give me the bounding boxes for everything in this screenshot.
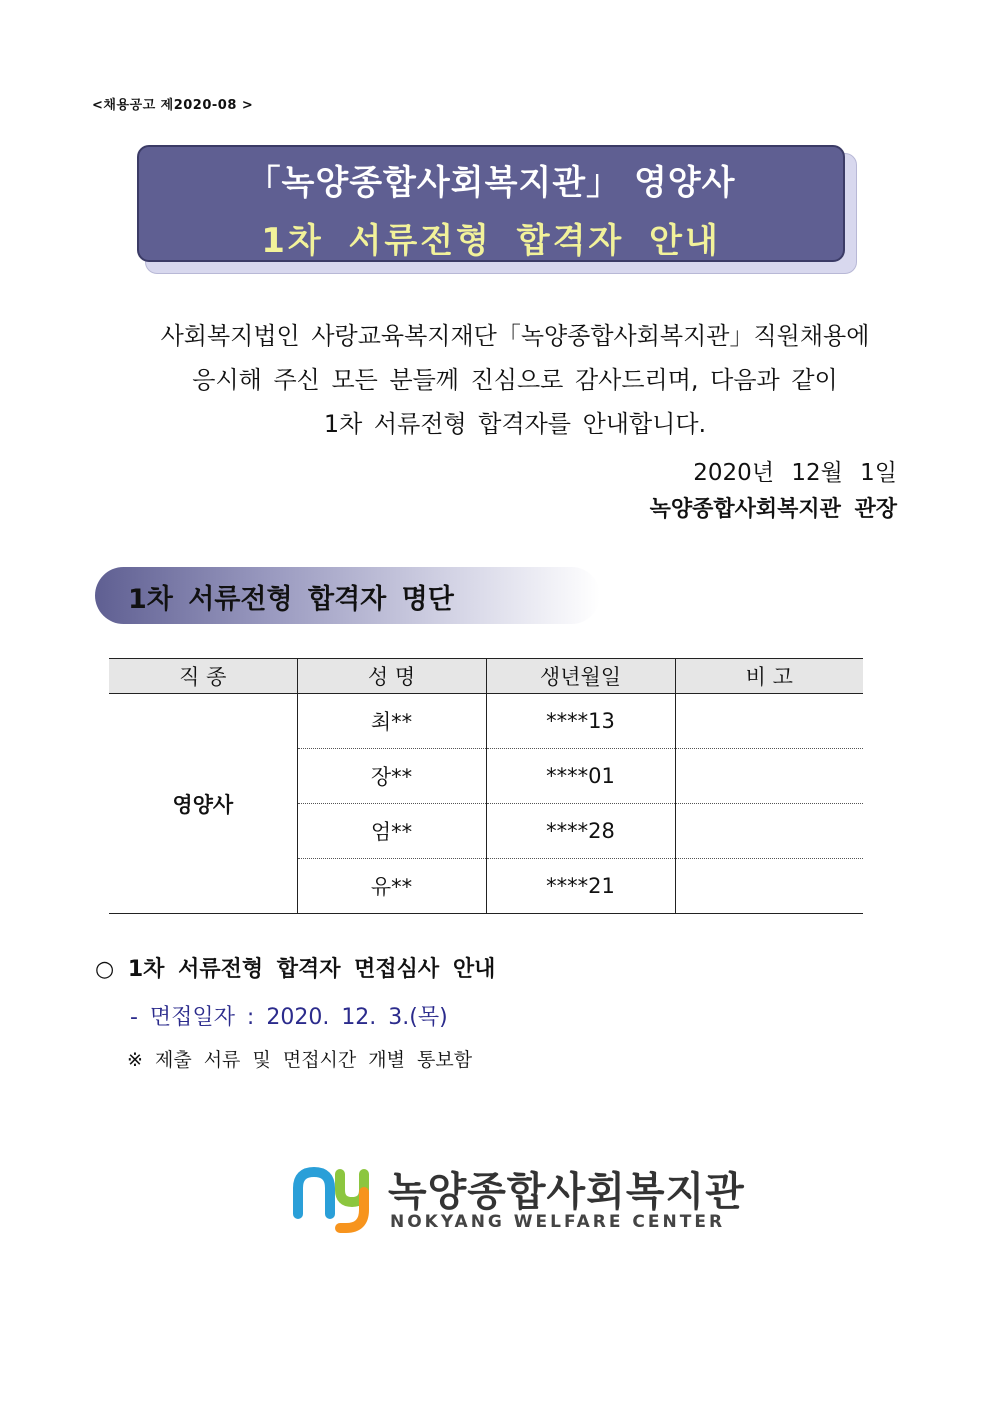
logo: [290, 1158, 745, 1238]
name-cell: 최**: [297, 694, 486, 749]
intro-line-3: 1차 서류전형 합격자를 안내합니다.: [323, 410, 707, 438]
note-cell: [675, 804, 863, 859]
logo-name: 녹양종합사회복지관: [388, 1169, 745, 1215]
birth-cell: ****01: [486, 749, 675, 804]
interview-title: ○ 1차 서류전형 합격자 면접심사 안내: [95, 957, 496, 982]
note-cell: [675, 859, 863, 914]
table-header-row: [109, 659, 863, 694]
logo-english: NOKYANG WELFARE CENTER: [390, 1212, 726, 1232]
name-cell: 유**: [297, 859, 486, 914]
section-header: [95, 567, 600, 624]
header-birth: 생년월일: [486, 659, 675, 694]
announcement-date: 2020년 12월 1일: [693, 460, 897, 486]
note-cell: [675, 749, 863, 804]
header-job: 직 종: [109, 659, 297, 694]
birth-cell: ****21: [486, 859, 675, 914]
notice-number: <채용공고 제2020-08 >: [92, 98, 254, 113]
table-row: [109, 694, 863, 749]
signer: 녹양종합사회복지관 관장: [649, 497, 897, 522]
intro-line-1: 사회복지법인 사랑교육복지재단「녹양종합사회복지관」직원채용에: [160, 322, 870, 350]
header-note: 비 고: [675, 659, 863, 694]
section-title: 1차 서류전형 합격자 명단: [128, 584, 454, 615]
name-cell: 엄**: [297, 804, 486, 859]
logo-mark-icon: [290, 1158, 380, 1238]
note-cell: [675, 694, 863, 749]
title-box: [137, 145, 845, 262]
intro-line-2: 응시해 주신 모든 분들께 진심으로 감사드리며, 다음과 같이: [192, 366, 838, 394]
job-cell: 영양사: [109, 694, 297, 914]
header-name: 성 명: [297, 659, 486, 694]
intro-paragraph: [120, 314, 910, 446]
interview-date: - 면접일자 : 2020. 12. 3.(목): [130, 1005, 448, 1030]
interview-note: ※ 제출 서류 및 면접시간 개별 통보함: [127, 1049, 473, 1071]
title-line-1: 「녹양종합사회복지관」 영양사: [246, 163, 736, 203]
applicant-table: [109, 658, 863, 914]
title-line-2: 1차 서류전형 합격자 안내: [261, 221, 721, 261]
birth-cell: ****13: [486, 694, 675, 749]
birth-cell: ****28: [486, 804, 675, 859]
name-cell: 장**: [297, 749, 486, 804]
